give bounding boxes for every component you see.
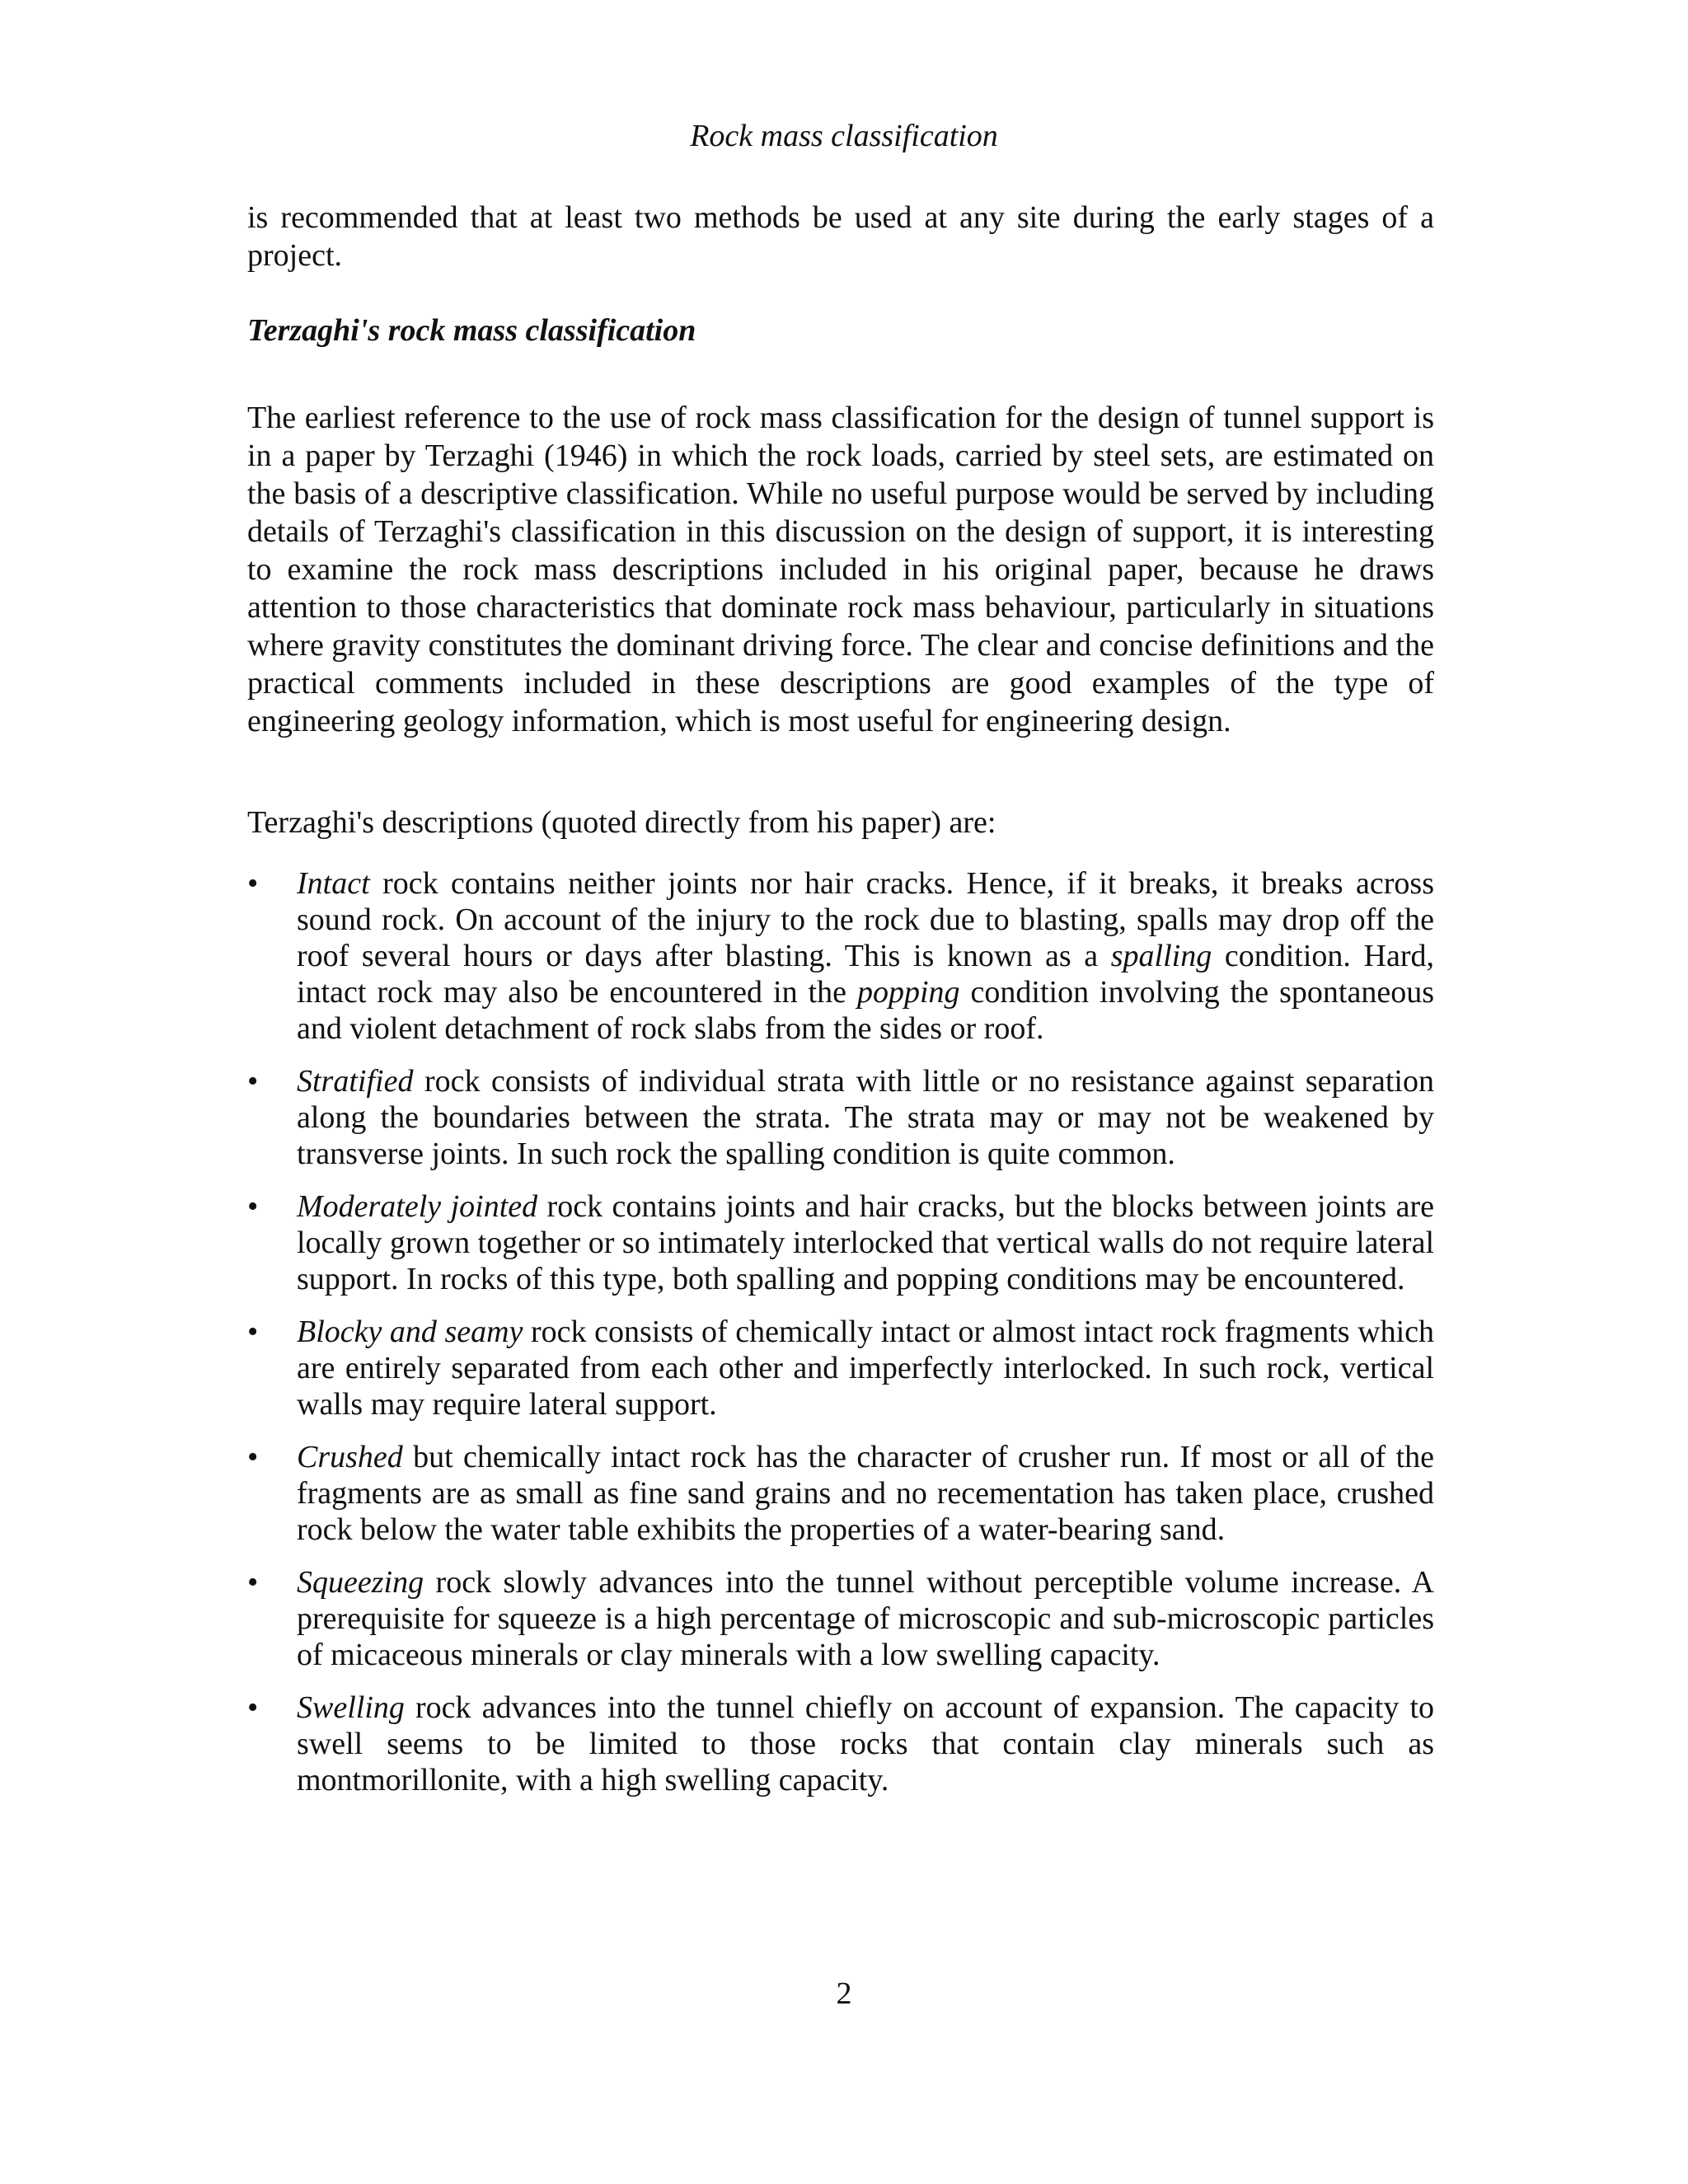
description-text: condition. Hard, intact rock may also be encountered in the — [297, 939, 1434, 1010]
list-item-swelling — [247, 1690, 1434, 1798]
list-item-intact — [247, 865, 1434, 1047]
bullet-icon: • — [247, 1064, 259, 1099]
description-text: rock advances into the tunnel chiefly on account of expansion. The capacity to swell seems to be limited to those rocks that contain clay minerals such as montmorillonite, with a high swelling capacity. — [297, 1690, 1434, 1797]
description-text: rock contains joints and hair cracks, but the blocks between joints are locally grown together or so intimately interlocked that vertical walls do not require lateral support. In rocks of this type, both spalling and popping conditions may be encountered. — [297, 1189, 1434, 1296]
description-text: rock slowly advances into the tunnel without perceptible volume increase. A prerequisite for squeeze is a high percentage of microscopic and sub-microscopic particles of micaceous minerals or clay minerals with a low swelling capacity. — [297, 1565, 1434, 1672]
bullet-icon: • — [247, 1315, 259, 1349]
description-text: rock consists of chemically intact or almost intact rock fragments which are entirely separated from each other and imperfectly interlocked. In such rock, vertical walls may require lateral support. — [297, 1315, 1434, 1422]
bullet-icon: • — [247, 866, 259, 901]
term-label: Swelling — [297, 1690, 405, 1725]
bullet-icon: • — [247, 1565, 259, 1600]
intro-paragraph: The earliest reference to the use of rock mass classification for the design of tunnel support is in a paper by Terzaghi (1946) in which the rock loads, carried by steel sets, are estimated on the basis of a descriptive classification. While no useful purpose would be served by including details of Terzaghi's classification in this discussion on the design of support, it is interesting to examine the rock mass descriptions included in his original paper, because he draws attention to those characteristics that dominate rock mass behaviour, particularly in situations where gravity constitutes the dominant driving force. The clear and concise definitions and the practical comments included in these descriptions are good examples of the type of engineering geology information, which is most useful for engineering design. — [247, 401, 1434, 738]
description-text: rock consists of individual strata with little or no resistance against separation along the boundaries between the strata. The strata may or may not be weakened by transverse joints. In such rock the spalling condition is quite common. — [297, 1064, 1434, 1171]
list-item-stratified — [247, 1063, 1434, 1172]
continuation-paragraph: is recommended that at least two methods be used at any site during the early stages of a project. — [247, 200, 1434, 273]
bullet-icon: • — [247, 1440, 259, 1474]
list-item-moderately-jointed — [247, 1188, 1434, 1297]
lead-in-paragraph: Terzaghi's descriptions (quoted directly from his paper) are: — [247, 805, 996, 840]
term-label: Stratified — [297, 1064, 414, 1099]
term-label: Intact — [297, 866, 370, 901]
description-text: but chemically intact rock has the character of crusher run. If most or all of the fragments are as small as fine sand grains and no recementation has taken place, crushed rock below the water table exhibits the properties of a water-bearing sand. — [297, 1440, 1434, 1547]
list-item-blocky-and-seamy — [247, 1314, 1434, 1422]
page-number: 2 — [836, 1976, 852, 2011]
section-heading: Terzaghi's rock mass classification — [247, 313, 696, 348]
term-label: Blocky and seamy — [297, 1315, 523, 1349]
running-header: Rock mass classification — [690, 119, 998, 153]
list-item-squeezing — [247, 1564, 1434, 1673]
description-text: condition involving the spontaneous and violent detachment of rock slabs from the sides or roof. — [297, 975, 1434, 1046]
term-label: Squeezing — [297, 1565, 424, 1600]
bullet-icon: • — [247, 1690, 259, 1725]
list-item-crushed — [247, 1439, 1434, 1548]
term-label: Moderately jointed — [297, 1189, 538, 1224]
emphasis-term: spalling — [1110, 939, 1212, 973]
emphasis-term: popping — [856, 975, 960, 1010]
description-text: rock contains neither joints nor hair cracks. Hence, if it breaks, it breaks across sound rock. On account of the injury to the rock due to blasting, spalls may drop off the roof several hours or days after blasting. This is known as a — [297, 866, 1434, 973]
term-label: Crushed — [297, 1440, 403, 1474]
bullet-icon: • — [247, 1189, 259, 1224]
descriptions-list — [247, 865, 1434, 1815]
